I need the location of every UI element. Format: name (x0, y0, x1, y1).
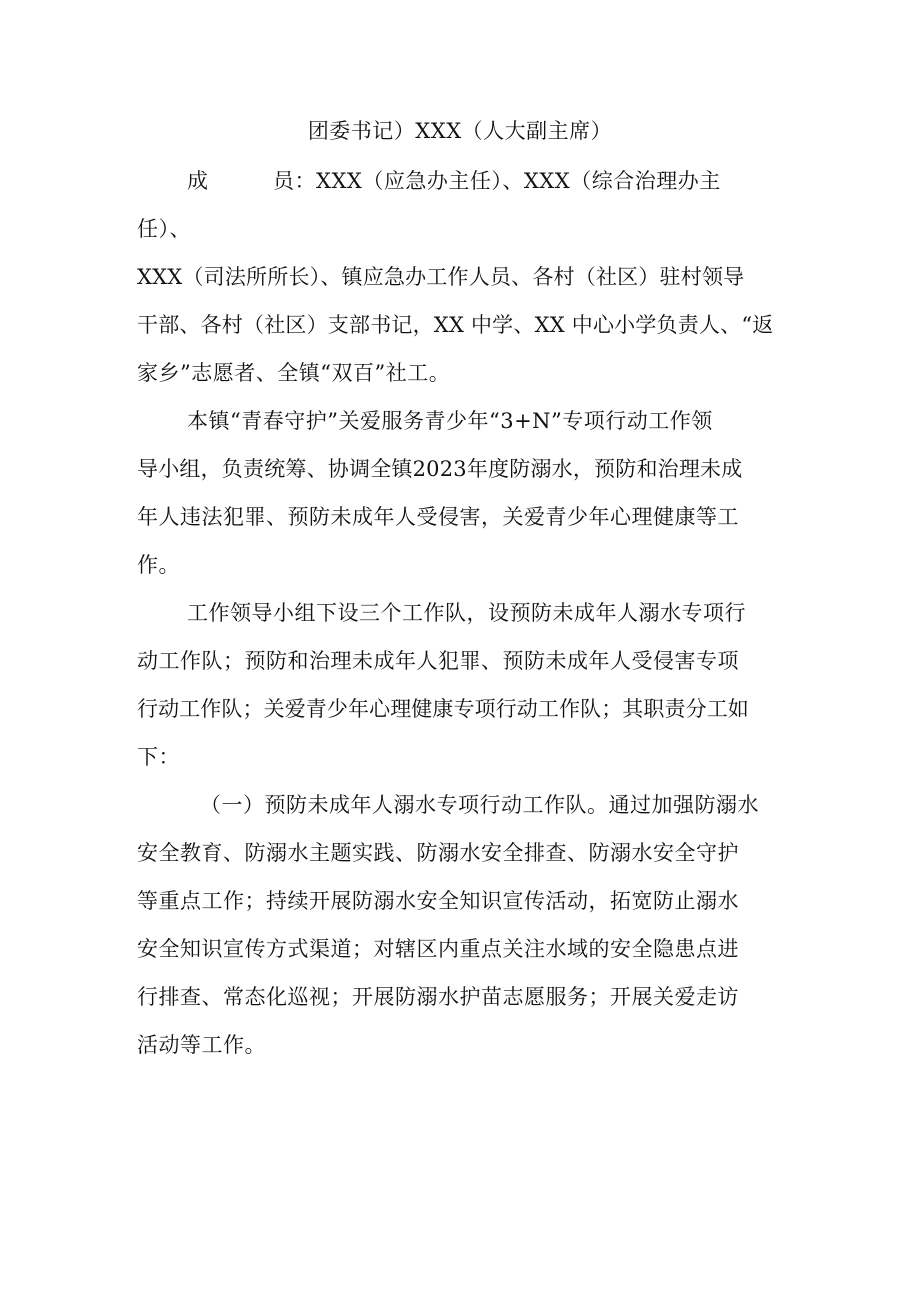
text-line: 任）、 (137, 217, 191, 241)
text-line: 等重点工作；持续开展防溺水安全知识宣传活动，拓宽防止溺水 (137, 889, 739, 913)
text-line: 本镇“青春守护”关爱服务青少年“3+N”专项行动工作领 (187, 409, 713, 433)
text-line: 行动工作队；关爱青少年心理健康专项行动工作队；其职责分工如 (137, 697, 749, 721)
text-line: 工作领导小组下设三个工作队，设预防未成年人溺水专项行 (187, 601, 746, 625)
text-line: 行排查、常态化巡视；开展防溺水护苗志愿服务；开展关爱走访 (137, 985, 739, 1009)
text-line: 家乡”志愿者、全镇“双百”社工。 (137, 361, 451, 385)
text-line: 干部、各村（社区）支部书记，XX 中学、XX 中心小学负责人、“返 (137, 313, 774, 337)
text-line: 下： (137, 745, 180, 769)
text-line: 年人违法犯罪、预防未成年人受侵害，关爱青少年心理健康等工 (137, 505, 739, 529)
text-line: 安全知识宣传方式渠道；对辖区内重点关注水域的安全隐患点进 (137, 937, 739, 961)
text-line: 成 员：XXX（应急办主任）、XXX（综合治理办主 (187, 169, 721, 193)
text-line: 导小组，负责统筹、协调全镇2023年度防溺水，预防和治理未成 (137, 457, 743, 481)
text-line: （一）预防未成年人溺水专项行动工作队。通过加强防溺水 (200, 793, 759, 817)
text-line: 安全教育、防溺水主题实践、防溺水安全排查、防溺水安全守护 (137, 841, 739, 865)
text-line: 作。 (137, 553, 180, 577)
text-line: 团委书记）XXX（人大副主席） (307, 119, 613, 143)
text-line: 动工作队；预防和治理未成年人犯罪、预防未成年人受侵害专项 (137, 649, 739, 673)
text-line: XXX（司法所所长）、镇应急办工作人员、各村（社区）驻村领导 (137, 265, 745, 289)
text-line: 活动等工作。 (137, 1033, 266, 1057)
